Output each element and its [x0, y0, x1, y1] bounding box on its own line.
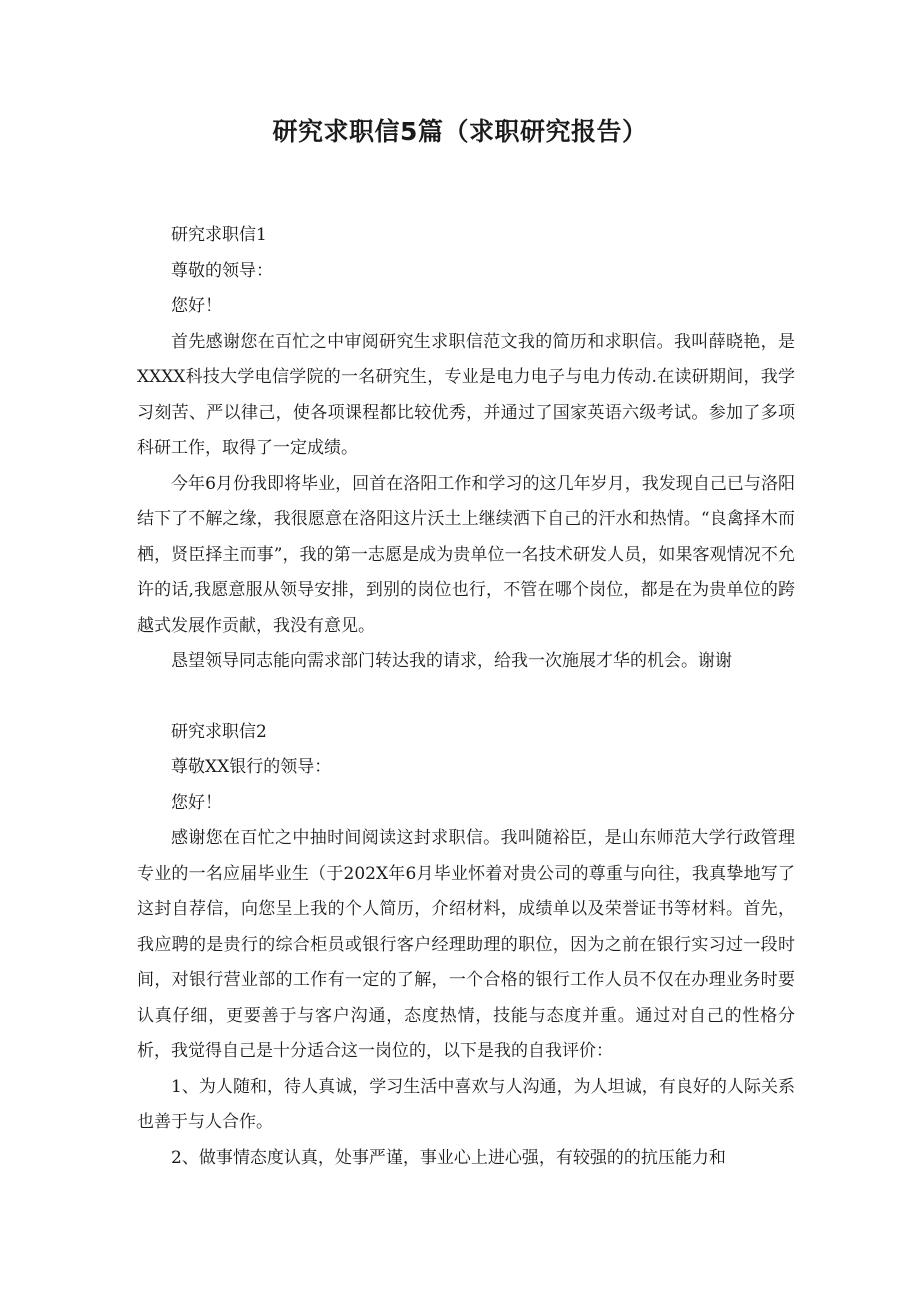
section-spacer	[137, 680, 795, 715]
letter2-salutation: 尊敬XX银行的领导：	[171, 757, 332, 777]
letter2-heading: 研究求职信2	[171, 721, 267, 742]
letter2-list-item-1: 1、为人随和，待人真诚，学习生活中喜欢与人沟通，为人坦诚，有良好的人际关系也善于与人合作。	[137, 1076, 795, 1132]
letter1-paragraph-2: 今年6月份我即将毕业，回首在洛阳工作和学习的这几年岁月，我发现自己已与洛阳结下了不解之缘，我很愿意在洛阳这片沃土上继续洒下自己的汗水和热情。“良禽择木而栖，贤臣择主而事”，我的第一志愿是成为贵单位一名技术研发人员，如果客观情况不允许的话,我愿意服从领导安排，到别的岗位也行，不管在哪个岗位，都是在为贵单位的跨越式发展作贡献，我没有意见。	[137, 473, 795, 636]
document-body	[137, 218, 795, 1176]
letter1-paragraph-1: 首先感谢您在百忙之中审阅研究生求职信范文我的简历和求职信。我叫薛晓艳，是XXXX科技大学电信学院的一名研究生，专业是电力电子与电力传动.在读研期间，我学习刻苦、严以律己，使各项课程都比较优秀，并通过了国家英语六级考试。参加了多项科研工作，取得了一定成绩。	[137, 331, 795, 458]
letter1-paragraph-3: 恳望领导同志能向需求部门转达我的请求，给我一次施展才华的机会。谢谢	[171, 651, 732, 671]
letter1-heading: 研究求职信1	[171, 225, 267, 245]
letter2-list-item-2: 2、做事情态度认真，处事严谨，事业心上进心强，有较强的的抗压能力和	[171, 1147, 726, 1168]
letter2-greeting: 您好！	[171, 792, 222, 813]
letter1-greeting: 您好！	[171, 296, 222, 316]
document-title: 研究求职信5篇（求职研究报告）	[272, 117, 648, 146]
letter1-salutation: 尊敬的领导：	[171, 260, 273, 281]
letter2-paragraph-1: 感谢您在百忙之中抽时间阅读这封求职信。我叫随裕臣，是山东师范大学行政管理专业的一名应届毕业生（于202X年6月毕业怀着对贵公司的尊重与向往，我真挚地写了这封自荐信，向您呈上我的个人简历，介绍材料，成绩单以及荣誉证书等材料。首先，我应聘的是贵行的综合柜员或银行客户经理助理的职位，因为之前在银行实习过一段时间，对银行营业部的工作有一定的了解，一个合格的银行工作人员不仅在办理业务时要认真仔细，更要善于与客户沟通，态度热情，技能与态度并重。通过对自己的性格分析，我觉得自己是十分适合这一岗位的，以下是我的自我评价：	[137, 828, 795, 1061]
